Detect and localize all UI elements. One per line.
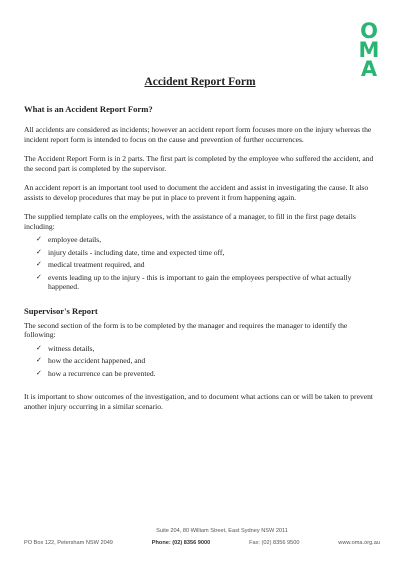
list-item: ✓ events leading up to the injury - this is important to gain the employees perspective of what actually happened. bbox=[36, 272, 352, 291]
supervisor-list bbox=[24, 344, 376, 379]
footer-phone: Phone: (02) 8356 9000 bbox=[151, 540, 211, 546]
footer-fax: Fax: (02) 8356 9500 bbox=[249, 540, 300, 546]
list-item: ✓ how a recurrence can be prevented. bbox=[36, 368, 156, 378]
list-item: ✓ medical treatment required, and bbox=[36, 260, 145, 269]
paragraph-two-parts: The Accident Report Form is in 2 parts. The first part is completed by the employee who suffered the accident, and the second part is completed by the supervisor. bbox=[24, 154, 374, 173]
employee-details-list bbox=[24, 235, 376, 292]
footer-po-box: PO Box 122, Petersham NSW 2049 bbox=[24, 540, 113, 546]
logo-letter-o: O bbox=[360, 19, 378, 43]
document-body bbox=[24, 76, 376, 421]
check-icon: ✓ bbox=[36, 235, 42, 243]
check-icon: ✓ bbox=[36, 356, 42, 364]
document-title: Accident Report Form bbox=[144, 76, 256, 88]
page-footer bbox=[24, 528, 380, 546]
paragraph-supervisor-intro: The second section of the form is to be completed by the manager and requires the manager to identify the following: bbox=[24, 320, 348, 339]
logo-letter-m: M bbox=[358, 38, 380, 62]
section-heading-what-is: What is an Accident Report Form? bbox=[24, 104, 153, 114]
paragraph-closing: It is important to show outcomes of the investigation, and to document what actions can or will be taken to prevent another injury occurring in a similar scenario. bbox=[24, 392, 374, 411]
section-heading-supervisor: Supervisor's Report bbox=[24, 305, 98, 316]
check-icon: ✓ bbox=[36, 343, 42, 352]
list-item: ✓ witness details, bbox=[36, 343, 95, 353]
check-icon: ✓ bbox=[36, 260, 42, 268]
logo-letter-a: A bbox=[360, 57, 378, 81]
oma-logo bbox=[356, 19, 382, 81]
paragraph-intro: All accidents are considered as incidents; however an accident report form focuses more on the injury whereas the incident report form is intended to focus on the cause and prevention of further occurrences. bbox=[24, 125, 372, 144]
check-icon: ✓ bbox=[36, 272, 42, 281]
paragraph-template: The supplied template calls on the employees, with the assistance of a manager, to fill in the first page details including: bbox=[24, 212, 356, 231]
footer-website-link[interactable]: www.oma.org.au bbox=[338, 540, 380, 546]
list-item: ✓ employee details, bbox=[36, 235, 102, 244]
list-item: ✓ injury details - including date, time and expected time off, bbox=[36, 247, 225, 257]
footer-contact-row bbox=[24, 540, 380, 546]
footer-address: Suite 204, 80 William Street, East Sydney NSW 2011 bbox=[156, 528, 288, 534]
check-icon: ✓ bbox=[36, 247, 42, 256]
check-icon: ✓ bbox=[36, 368, 42, 377]
list-item: ✓ how the accident happened, and bbox=[36, 356, 146, 365]
paragraph-importance: An accident report is an important tool used to document the accident and assist in investigating the cause. It also assists to develop procedures that may be put in place to prevent it from happening again. bbox=[24, 183, 369, 202]
